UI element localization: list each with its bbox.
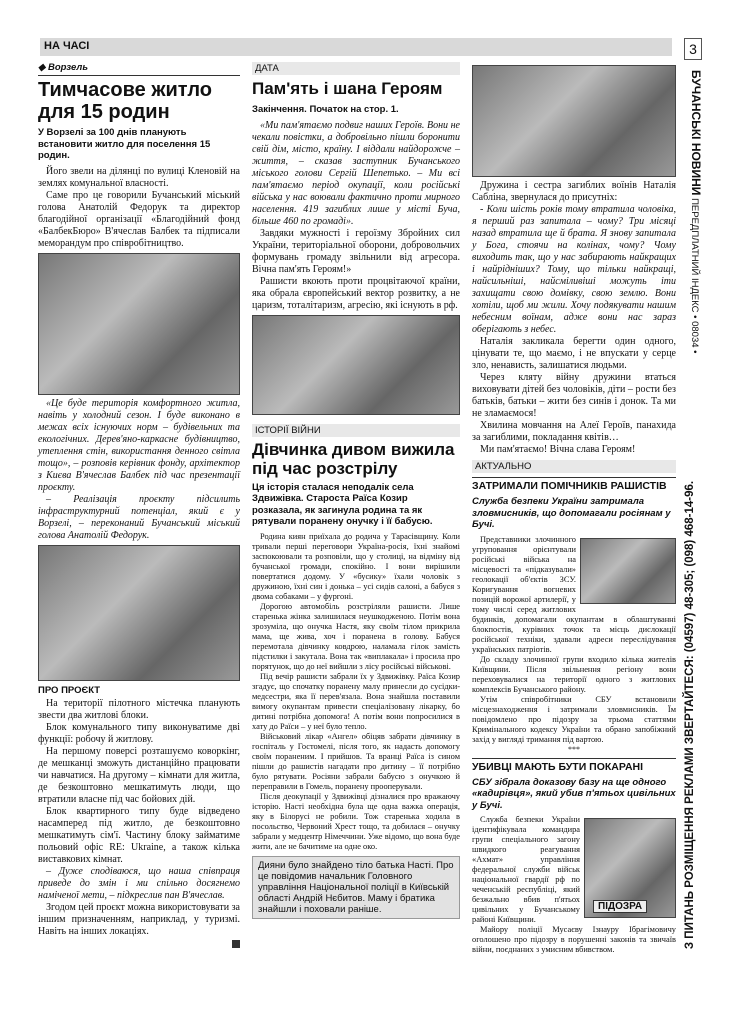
paragraph: Його звели на ділянці по вулиці Кленовій на землях комунальної власності. — [38, 165, 240, 189]
paragraph: Утім співробітники СБУ встановили місцезнаходження і затримали зловмисників. Їм повідомлено про підозру за трьома статтями Кримінального кодексу України та обрано запобіжний захід у вигляді тримання під вартою. — [472, 694, 676, 744]
article-memory-heroes — [252, 62, 460, 919]
lead: Ця історія сталася неподалік села Здвижівка. Староста Раїса Козир розказала, як загинула родина та як рятували поранену онучку і її бабусю. — [252, 481, 433, 527]
quote: – Реалізація проєкту підсилить інфраструктурний потенціал, який є у Ворзелі, – переконаний Бучанський міський голова Анатолій Федорук. — [38, 493, 240, 541]
paragraph: Наталія закликала берегти один одного, цінувати те, що маємо, і не впускати у серце зло, ненависть, залишатися людьми. — [472, 336, 676, 371]
photo-suspect — [584, 818, 676, 918]
suspect-stamp: ПІДОЗРА — [593, 900, 647, 913]
paragraph: Представники злочинного угруповання орієнтували російські війська на місцевості та «підказували» геолокації об'єктів ЗСУ. Коригування вогневих позицій ворожої артилерії, у тому числі серед житлових будинків, допомагали окупантам в облаштуванні блокпостів, курівних точок та місць дислокації російської техніки, здавали адреси переслідування українських патріотів. — [472, 534, 676, 654]
photo-ceremony — [252, 315, 460, 415]
paragraph: Служба безпеки України ідентифікувала командира групи спеціального загону швидкого реагування «Ахмат» управління федеральної служби військ національної гвардії рф по чеченській республіці, який безжально вбив п'ятьох цивільних у Бучанському районі Київщини. — [472, 815, 580, 924]
paragraph: Саме про це говорили Бучанський міський голова Анатолій Федорук та директор благодійної організації «Благодійний фонд «БалбекБюро» В'ячеслав Балбек та підписали меморандум про співробітництво. — [38, 189, 240, 249]
paragraph: Блок комунального типу виконуватиме дві функції: робочу й житлову. — [38, 721, 240, 745]
paragraph: Через кляту війну дружини втаться виховувати дітей без чоловіків, діти – рости без батьків, батьки – жити без синів і донок. Та ми не зламаємося! — [472, 372, 676, 419]
masthead — [689, 70, 704, 354]
quote: - Коли шість років тому втратила чоловіка, я перший раз запитала – чому? Три місяці назад втратила ще й брата. Я знову запитала у Бога, стоячи на колінах, чому? Чому виходить так, що у нас забирають найкращих і найрідніших? Тому, що тільки найкращі, найсильніші, найсміливіші можуть іти захищати свою домівку, свою землю. Вони хотіли, щоб ми жили. Хочу подякувати нашим небесним воїнам, адже вони нас зараз оберігають з небес. — [472, 204, 676, 335]
rubric: ◆ Ворзель — [38, 62, 240, 76]
photo-memorandum-signing — [38, 253, 240, 395]
continuation-note: Закінчення. Початок на стор. 1. — [252, 104, 399, 115]
subheading: ПРО ПРОЄКТ — [38, 684, 101, 696]
photo-housing-render — [38, 545, 240, 681]
headline: Дівчинка дивом вижила під час розстрілу — [252, 439, 455, 478]
paragraph: Рашисти вкоють проти процвітаючої країни, яка обрала європейський вектор розвитку, а не царизм, тоталітаризм, агресію, які існують в рф. — [252, 275, 460, 311]
paragraph: Дорогою автомобіль розстріляли рашисти. Лише старенька жінка залишилася неушкодженою. Потім вона зрозуміла, що онучка Настя, яку своїм тілом прикрила мама, ще жива, хоч і поранена в голову. Бабуся перемотала дівчинку ковдрою, наламала гілок замість підстилки і закутала. Вона так «виплакала» і просила про порятунок, що до неї вийшли з лісу російські військові. — [252, 601, 460, 671]
end-mark — [232, 940, 240, 948]
paragraph: На першому поверсі розташуємо коворкінг, де мешканці зможуть дистанційно працювати чи навчатися. На другому – кімнати для житла, де безкоштовно мешкатимуть люди, що втратили власне під час бойових дій. — [38, 745, 240, 805]
paragraph: Родина киян приїхала до родича у Тарасівщину. Коли тривали перші переговори Україна-росія, їхні знайомі заспокоювали та розповіли, що у столиці, на відміну від бучанської громади, спокійно. І вони вирішили повертатися додому. У «бусику» їхали чоловік з дружиною, їхні син і донька – усі сидів салоні, а бабуся з двома собаками – у фургоні. — [252, 531, 460, 601]
headline: Тимчасове житло для 15 родин — [38, 79, 212, 123]
lead: Служба безпеки України затримала зловмисників, що допомагали росіянам у Бучі. — [472, 496, 671, 530]
paragraph: Дружина і сестра загиблих воїнів Наталія Сабліна, звернулася до присутніх: — [472, 180, 676, 203]
paragraph: Згодом цей проєкт можна використовувати за іншим призначенням, наприклад, у туризмі. Навіть на інших локаціях. — [38, 901, 240, 937]
lead: У Ворзелі за 100 днів планують встановити житло для поселення 15 родин. — [38, 127, 211, 161]
headline: ЗАТРИМАЛИ ПОМІЧНИКІВ РАШИСТІВ — [472, 477, 676, 492]
photo-speaker — [472, 65, 676, 177]
rubric: АКТУАЛЬНО — [472, 460, 676, 473]
paragraph: Після деокупації у Здвижівці дізналися про вражаючу історію. Насті необхідна була ще одна важка операція, яку в Білорусі не робили. Тож старенька ходила в посольство, Червоний Хрест тощо, та добилася – онучку забрали у медцентр Німеччини. Уже відомо, що вона буде жити, але не бачитиме на одне око. — [252, 791, 460, 851]
paragraph: Ми пам'ятаємо! Вічна слава Героям! — [480, 444, 636, 455]
paragraph: До складу злочинної групи входило кілька жителів Київщини. Після звільнення регіону вони переховувалися на території одного з житлових комплексів Бучанського району. — [472, 654, 676, 694]
ads-contact-strip — [684, 460, 706, 970]
quote: «Ми пам'ятаємо подвиг наших Героїв. Вони не чекали повістки, а добровільно пішли боронити свій дім, місто, країну. І віддали найдорожче – життя, – сказав заступник Бучанського міського голови Сергій Шепетько. – Ми всі пам'ятаємо період окупації, коли російські війська у нас воювали фактично проти мирного населення. 419 загиблих лише у місті Буча, більше 460 по громаді». — [252, 119, 460, 227]
paragraph: Майору поліції Мусаєву Ізнауру Ібрагімовичу оголошено про підозру в порушенні законів та звичаїв війни, поєднаних з умисним вбивством. — [472, 925, 676, 954]
lead: СБУ зібрала доказову базу на ще одного «кадирівця», який убив п'ятьох цивільних у Бучі. — [472, 776, 676, 811]
article-temporary-housing — [38, 62, 240, 948]
masthead-name: БУЧАНСЬКІ НОВИНИ — [689, 70, 703, 196]
article-memory-heroes-cont — [472, 62, 676, 955]
photo-sbu-officers — [580, 538, 676, 604]
subscription-index: ПЕРЕДПЛАТНИЙ ІНДЕКС • 08034 • — [689, 198, 700, 354]
paragraph: Військовий лікар «Ангел» обіцяв забрати дівчинку в госпіталь у Гостомелі, після того, як надасть допомогу своїм пораненим. І прийшов. Та вранці Раїса із сином пішли до рашистів нагадати про дитину – її потрібно було рятувати. Росіяни забрали бабусю з онучкою й переправили в Гомель, поранену прооперували. — [252, 731, 460, 791]
paragraph: Завдяки мужності і героїзму Збройних сил України, територіальної оборони, добровольчих формувань громаду звільнили від агресора. Вічна пам'ять Героям!» — [252, 227, 460, 275]
paragraph: Під вечір рашисти забрали їх у Здвижівку. Раїса Козир згадує, що спочатку поранену малу принесли до сусідки-медсестри, яка її перев'язала. Вона знайшла поставили вимогу окупантам привести спеціалізовану лікарку, бо дитині потрібна допомога! А потім вони попросилися в хату до Раїси – у неї було тепло. — [252, 671, 460, 731]
paragraph: На території пілотного містечка планують звести два житлові блоки. — [38, 697, 240, 721]
page-number: 3 — [684, 38, 702, 60]
quote: – Дуже сподіваюся, що наша співпраця приведе до змін і ми спільно досягнемо наміченої мети, – підкреслив пан В'ячеслав. — [38, 865, 240, 901]
headline: Пам'ять і шана Героям — [252, 79, 443, 98]
rubric: ДАТА — [252, 62, 460, 75]
separator: *** — [568, 744, 580, 754]
ads-contact-text: З ПИТАНЬ РОЗМІЩЕННЯ РЕКЛАМИ ЗВЕРТАЙТЕСЯ: (04597) 48-305; (098) 468-14-96. — [684, 480, 696, 950]
paragraph: Блок квартирного типу буде відведено насамперед під житло, де безкоштовно мешкатимуть сім'ї. Частину блоку займатиме польовий офіс RE: Ukraine, а також кілька виставкових кімнат. — [38, 805, 240, 865]
headline: УБИВЦІ МАЮТЬ БУТИ ПОКАРАНІ — [472, 758, 676, 773]
section-title: НА ЧАСІ — [44, 40, 90, 52]
section-bar — [40, 38, 672, 56]
rubric: ІСТОРІЇ ВІЙНИ — [252, 424, 460, 437]
quote: «Це буде територія комфортного житла, навіть у холодний сезон. І буде виконано в межах всіх існуючих норм – будівельних та екологічних. Дерев'яно-каркасне будівництво, утеплення стін, використання денного світла тощо», – розповів керівник фонду, архітектор з Києва В'ячеслав Балбек під час презентації проєкту. — [38, 397, 240, 493]
paragraph: Хвилина мовчання на Алеї Героїв, панахида за загиблими, покладання квітів… — [472, 420, 676, 443]
info-box: Дияни було знайдено тіло батька Насті. Про це повідомив начальник Головного управління Національної поліції в Київській області Андрій Нєбитов. Маму і братика знайшли і поховали раніше. — [252, 856, 460, 919]
